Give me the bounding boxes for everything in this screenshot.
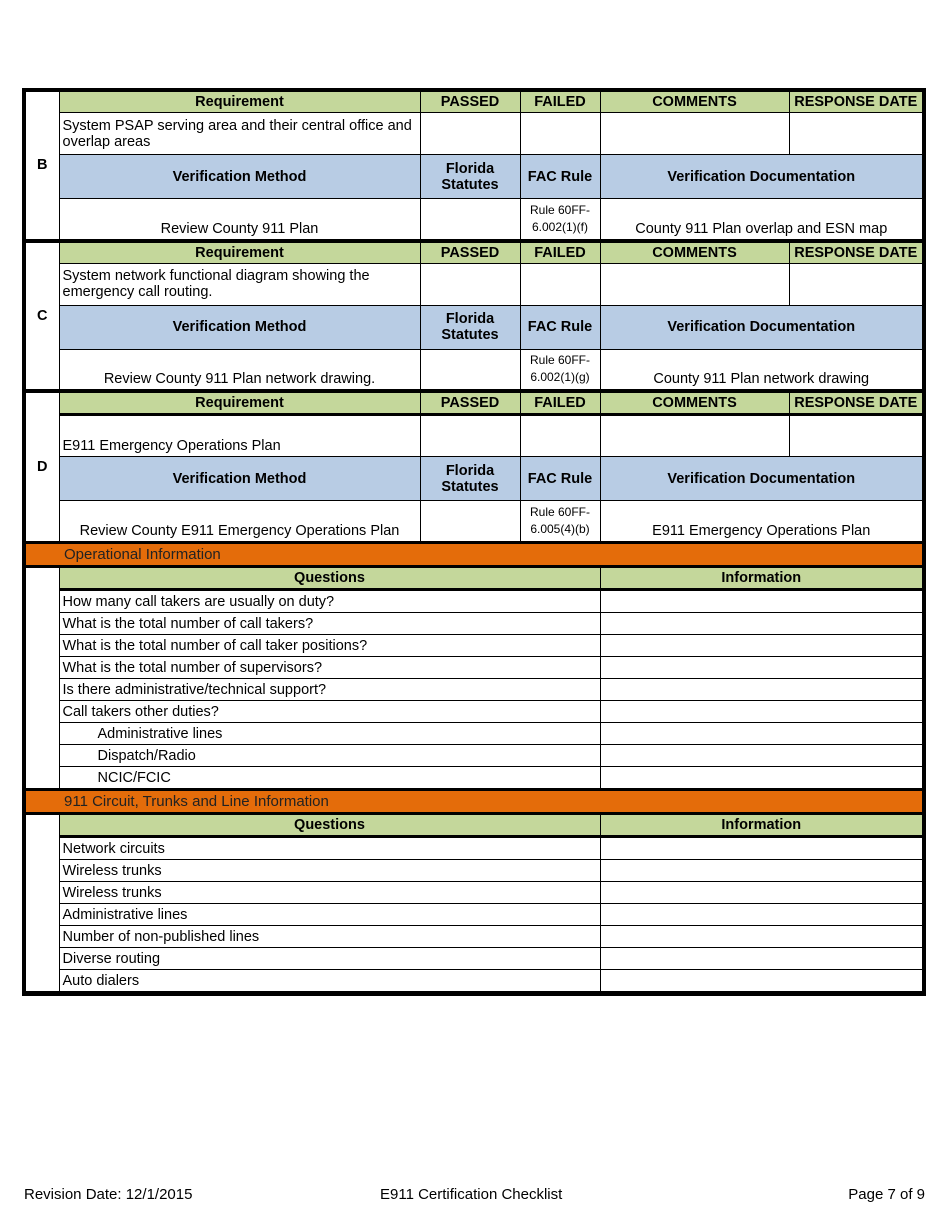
failed-cell[interactable] [520, 415, 600, 457]
requirement-text: System network functional diagram showing the emergency call routing. [59, 263, 420, 305]
operational-section-title: Operational Information [24, 543, 924, 567]
question-text: Auto dialers [59, 970, 600, 994]
verification-method-text: Review County E911 Emergency Operations Plan [59, 501, 420, 543]
section-spacer [24, 567, 59, 790]
passed-header: PASSED [420, 90, 520, 113]
sub-question-text: Administrative lines [59, 723, 600, 745]
information-cell[interactable] [600, 745, 924, 767]
information-cell[interactable] [600, 948, 924, 970]
comments-header: COMMENTS [600, 241, 789, 264]
passed-cell[interactable] [420, 263, 520, 305]
comments-header: COMMENTS [600, 90, 789, 113]
documentation-text: County 911 Plan network drawing [600, 349, 924, 391]
response-date-cell[interactable] [789, 263, 924, 305]
information-cell[interactable] [600, 882, 924, 904]
failed-header: FAILED [520, 391, 600, 415]
comments-cell[interactable] [600, 263, 789, 305]
questions-header: Questions [59, 567, 600, 590]
florida-statutes-cell [420, 199, 520, 241]
sub-question-text: Dispatch/Radio [59, 745, 600, 767]
information-cell[interactable] [600, 904, 924, 926]
response-date-cell[interactable] [789, 113, 924, 155]
response-date-header: RESPONSE DATE [789, 90, 924, 113]
florida-statutes-header: Florida Statutes [420, 305, 520, 349]
checklist-page [22, 88, 922, 996]
question-text: Wireless trunks [59, 882, 600, 904]
fac-rule-header: FAC Rule [520, 305, 600, 349]
passed-cell[interactable] [420, 113, 520, 155]
question-text: Wireless trunks [59, 860, 600, 882]
documentation-text: E911 Emergency Operations Plan [600, 501, 924, 543]
footer-title: E911 Certification Checklist [380, 1186, 563, 1203]
documentation-text: County 911 Plan overlap and ESN map [600, 199, 924, 241]
requirement-header: Requirement [59, 90, 420, 113]
question-text: What is the total number of call takers? [59, 613, 600, 635]
verification-method-header: Verification Method [59, 155, 420, 199]
sub-question-text: NCIC/FCIC [59, 767, 600, 790]
florida-statutes-header: Florida Statutes [420, 155, 520, 199]
response-date-header: RESPONSE DATE [789, 391, 924, 415]
comments-cell[interactable] [600, 113, 789, 155]
information-cell[interactable] [600, 679, 924, 701]
question-text: How many call takers are usually on duty? [59, 590, 600, 613]
information-header: Information [600, 567, 924, 590]
information-cell[interactable] [600, 590, 924, 613]
fac-rule-text: Rule 60FF-6.002(1)(g) [520, 349, 600, 391]
information-header: Information [600, 814, 924, 837]
requirement-text: System PSAP serving area and their central office and overlap areas [59, 113, 420, 155]
question-text: Number of non-published lines [59, 926, 600, 948]
florida-statutes-cell [420, 501, 520, 543]
verification-method-text: Review County 911 Plan [59, 199, 420, 241]
information-cell[interactable] [600, 926, 924, 948]
fac-rule-text: Rule 60FF-6.002(1)(f) [520, 199, 600, 241]
fac-rule-text: Rule 60FF-6.005(4)(b) [520, 501, 600, 543]
question-text: Administrative lines [59, 904, 600, 926]
information-cell[interactable] [600, 860, 924, 882]
information-cell[interactable] [600, 657, 924, 679]
requirement-text: E911 Emergency Operations Plan [59, 415, 420, 457]
information-cell[interactable] [600, 635, 924, 657]
response-date-header: RESPONSE DATE [789, 241, 924, 264]
section-spacer [24, 814, 59, 994]
failed-header: FAILED [520, 241, 600, 264]
verification-method-header: Verification Method [59, 305, 420, 349]
certification-table [22, 88, 926, 996]
circuit-section-title: 911 Circuit, Trunks and Line Information [24, 790, 924, 814]
failed-header: FAILED [520, 90, 600, 113]
information-cell[interactable] [600, 613, 924, 635]
verification-method-text: Review County 911 Plan network drawing. [59, 349, 420, 391]
failed-cell[interactable] [520, 263, 600, 305]
question-text: Call takers other duties? [59, 701, 600, 723]
response-date-cell[interactable] [789, 415, 924, 457]
information-cell[interactable] [600, 701, 924, 723]
question-text: What is the total number of call taker positions? [59, 635, 600, 657]
question-text: Network circuits [59, 837, 600, 860]
failed-cell[interactable] [520, 113, 600, 155]
questions-header: Questions [59, 814, 600, 837]
requirement-header: Requirement [59, 391, 420, 415]
fac-rule-header: FAC Rule [520, 155, 600, 199]
section-letter: D [24, 391, 59, 543]
requirement-header: Requirement [59, 241, 420, 264]
information-cell[interactable] [600, 970, 924, 994]
section-letter: B [24, 90, 59, 241]
comments-cell[interactable] [600, 415, 789, 457]
section-letter: C [24, 241, 59, 392]
information-cell[interactable] [600, 837, 924, 860]
verification-documentation-header: Verification Documentation [600, 305, 924, 349]
information-cell[interactable] [600, 723, 924, 745]
verification-documentation-header: Verification Documentation [600, 155, 924, 199]
florida-statutes-cell [420, 349, 520, 391]
question-text: Is there administrative/technical support? [59, 679, 600, 701]
florida-statutes-header: Florida Statutes [420, 457, 520, 501]
information-cell[interactable] [600, 767, 924, 790]
passed-header: PASSED [420, 241, 520, 264]
verification-method-header: Verification Method [59, 457, 420, 501]
passed-header: PASSED [420, 391, 520, 415]
question-text: What is the total number of supervisors? [59, 657, 600, 679]
revision-date: Revision Date: 12/1/2015 [24, 1186, 193, 1203]
fac-rule-header: FAC Rule [520, 457, 600, 501]
page-number: Page 7 of 9 [848, 1186, 925, 1203]
passed-cell[interactable] [420, 415, 520, 457]
verification-documentation-header: Verification Documentation [600, 457, 924, 501]
question-text: Diverse routing [59, 948, 600, 970]
comments-header: COMMENTS [600, 391, 789, 415]
